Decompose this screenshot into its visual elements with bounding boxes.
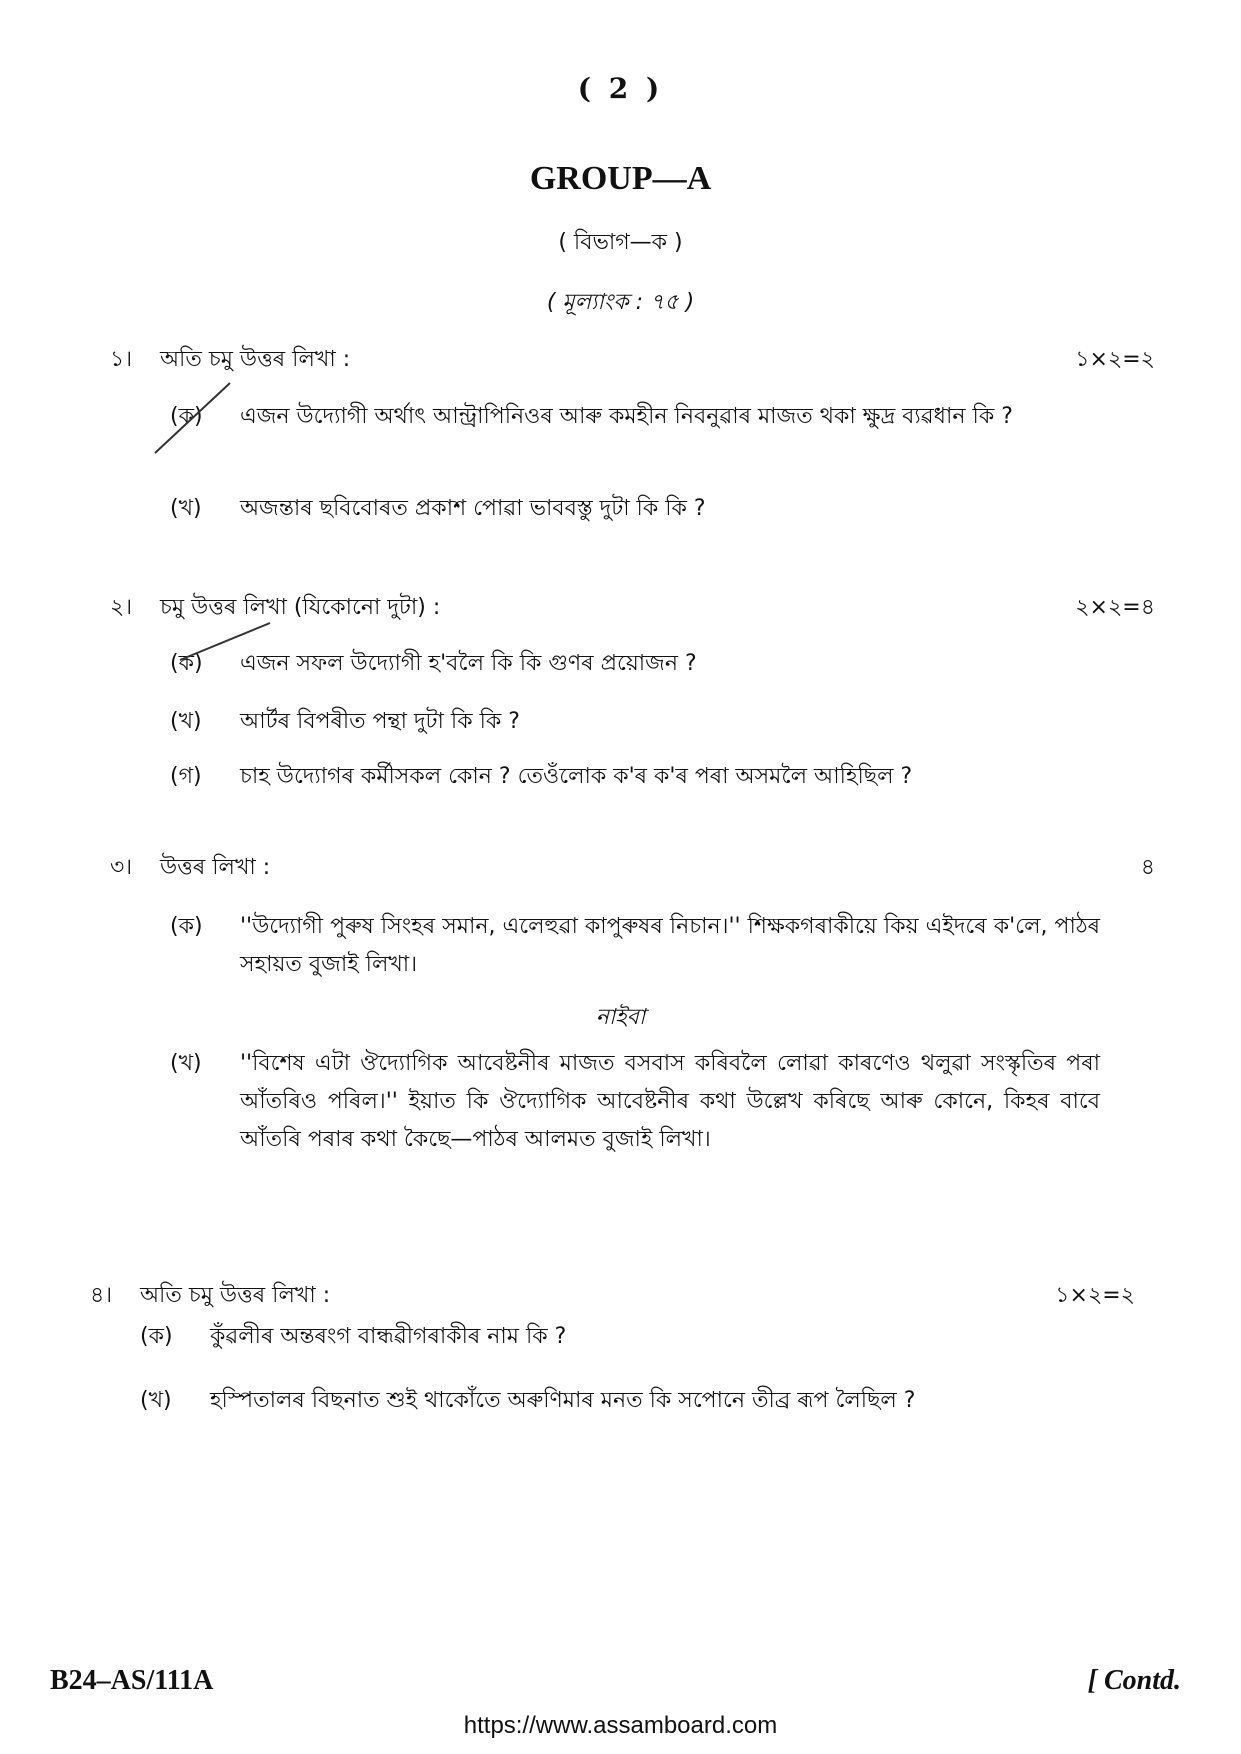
sub-label: (খ): [140, 1388, 172, 1413]
sub-question-1a: [170, 398, 1100, 436]
sub-question-2c: [170, 758, 1100, 796]
sub-text: আৰ্টৰ বিপৰীত পন্থা দুটা কি কি ?: [240, 709, 520, 734]
sub-question-1b: [170, 490, 1100, 528]
group-subtitle: ( বিভাগ—ক ): [558, 230, 683, 255]
page-number: ( 2 ): [577, 72, 664, 105]
sub-label: (খ): [170, 496, 202, 521]
sub-label: (খ): [170, 1051, 202, 1076]
sub-text: এজন সফল উদ্যোগী হ'বলৈ কি কি গুণৰ প্ৰয়োজন ?: [240, 651, 697, 676]
question-number: ১।: [110, 347, 133, 372]
question-text: অতি চমু উত্তৰ লিখা :: [140, 1283, 331, 1308]
sub-label: (গ): [170, 764, 202, 789]
question-number: ৩।: [110, 855, 133, 880]
sub-question-3a: [170, 908, 1100, 984]
sub-question-2b: [170, 703, 1100, 741]
sub-text: হস্পিতালৰ বিছনাত শুই থাকোঁতে অৰুণিমাৰ মনত কি সপোনে তীব্ৰ ৰূপ লৈছিল ?: [210, 1388, 916, 1413]
sub-label: (ক): [170, 404, 203, 429]
question-3: [110, 850, 1155, 887]
sub-label: (ক): [170, 914, 203, 939]
continued-label: [ Contd.: [1087, 1665, 1181, 1696]
total-marks: ( মূল্যাংক : ৭৫ ): [546, 290, 695, 315]
sub-question-3b: [170, 1045, 1100, 1159]
sub-text: চাহ উদ্যোগৰ কৰ্মীসকল কোন ? তেওঁলোক ক'ৰ ক'ৰ পৰা অসমলৈ আহিছিল ?: [240, 764, 913, 789]
question-number: ৪।: [90, 1283, 113, 1308]
question-marks: ১×২=২: [1075, 347, 1155, 372]
question-text: উত্তৰ লিখা :: [160, 855, 271, 880]
question-1: [110, 342, 1155, 379]
or-label: নাইবা: [595, 1005, 646, 1030]
sub-text: কুঁৱলীৰ অন্তৰংগ বান্ধৱীগৰাকীৰ নাম কি ?: [210, 1324, 567, 1349]
sub-label: (ক): [170, 651, 203, 676]
pen-stroke-mark: [145, 378, 235, 468]
question-marks: ২×২=৪: [1075, 595, 1155, 620]
paper-code: B24–AS/111A: [50, 1665, 214, 1696]
sub-text: অজন্তাৰ ছবিবোৰত প্ৰকাশ পোৱা ভাববস্তু দুটা কি কি ?: [240, 496, 706, 521]
question-4: [90, 1258, 1135, 1315]
group-title: GROUP—A: [529, 160, 712, 197]
question-number: ২।: [110, 595, 133, 620]
question-text: অতি চমু উত্তৰ লিখা :: [160, 347, 351, 372]
question-text: চমু উত্তৰ লিখা (যিকোনো দুটা) :: [160, 595, 441, 620]
sub-question-4a: [140, 1318, 1070, 1356]
sub-label: (ক): [140, 1324, 173, 1349]
question-marks: ৪: [1140, 855, 1155, 880]
sub-text: এজন উদ্যোগী অর্থাৎ আন্ট্রাপিনিওৰ আৰু কমহীন নিবনুৱাৰ মাজত থকা ক্ষুদ্ৰ ব্যৱধান কি ?: [240, 404, 1013, 429]
pen-stroke-mark: [165, 620, 275, 670]
sub-text: ''উদ্যোগী পুৰুষ সিংহৰ সমান, এলেহুৱা কাপুৰুষৰ নিচান।'' শিক্ষকগৰাকীয়ে কিয় এইদৰে ক'লে, পাঠৰ সহায়ত বুজাই লিখা।: [240, 914, 1100, 977]
sub-text: ''বিশেষ এটা ঔদ্যোগিক আবেষ্টনীৰ মাজত বসবাস কৰিবলৈ লোৱা কাৰণেও থলুৱা সংস্কৃতিৰ পৰা আঁতৰিও পৰিল।'' ইয়াত কি ঔদ্যোগিক আবেষ্টনীৰ কথা উল্লেখ কৰিছে আৰু কোনে, কিহৰ বাবে আঁতৰি পৰাৰ কথা কৈছে—পাঠৰ আলমত বুজাই লিখা।: [240, 1051, 1100, 1152]
source-url[interactable]: https://www.assamboard.com: [463, 1712, 778, 1739]
sub-question-4b: [140, 1382, 1070, 1420]
question-marks: ১×২=২: [1055, 1283, 1135, 1308]
sub-label: (খ): [170, 709, 202, 734]
sub-question-2a: [170, 645, 1100, 683]
